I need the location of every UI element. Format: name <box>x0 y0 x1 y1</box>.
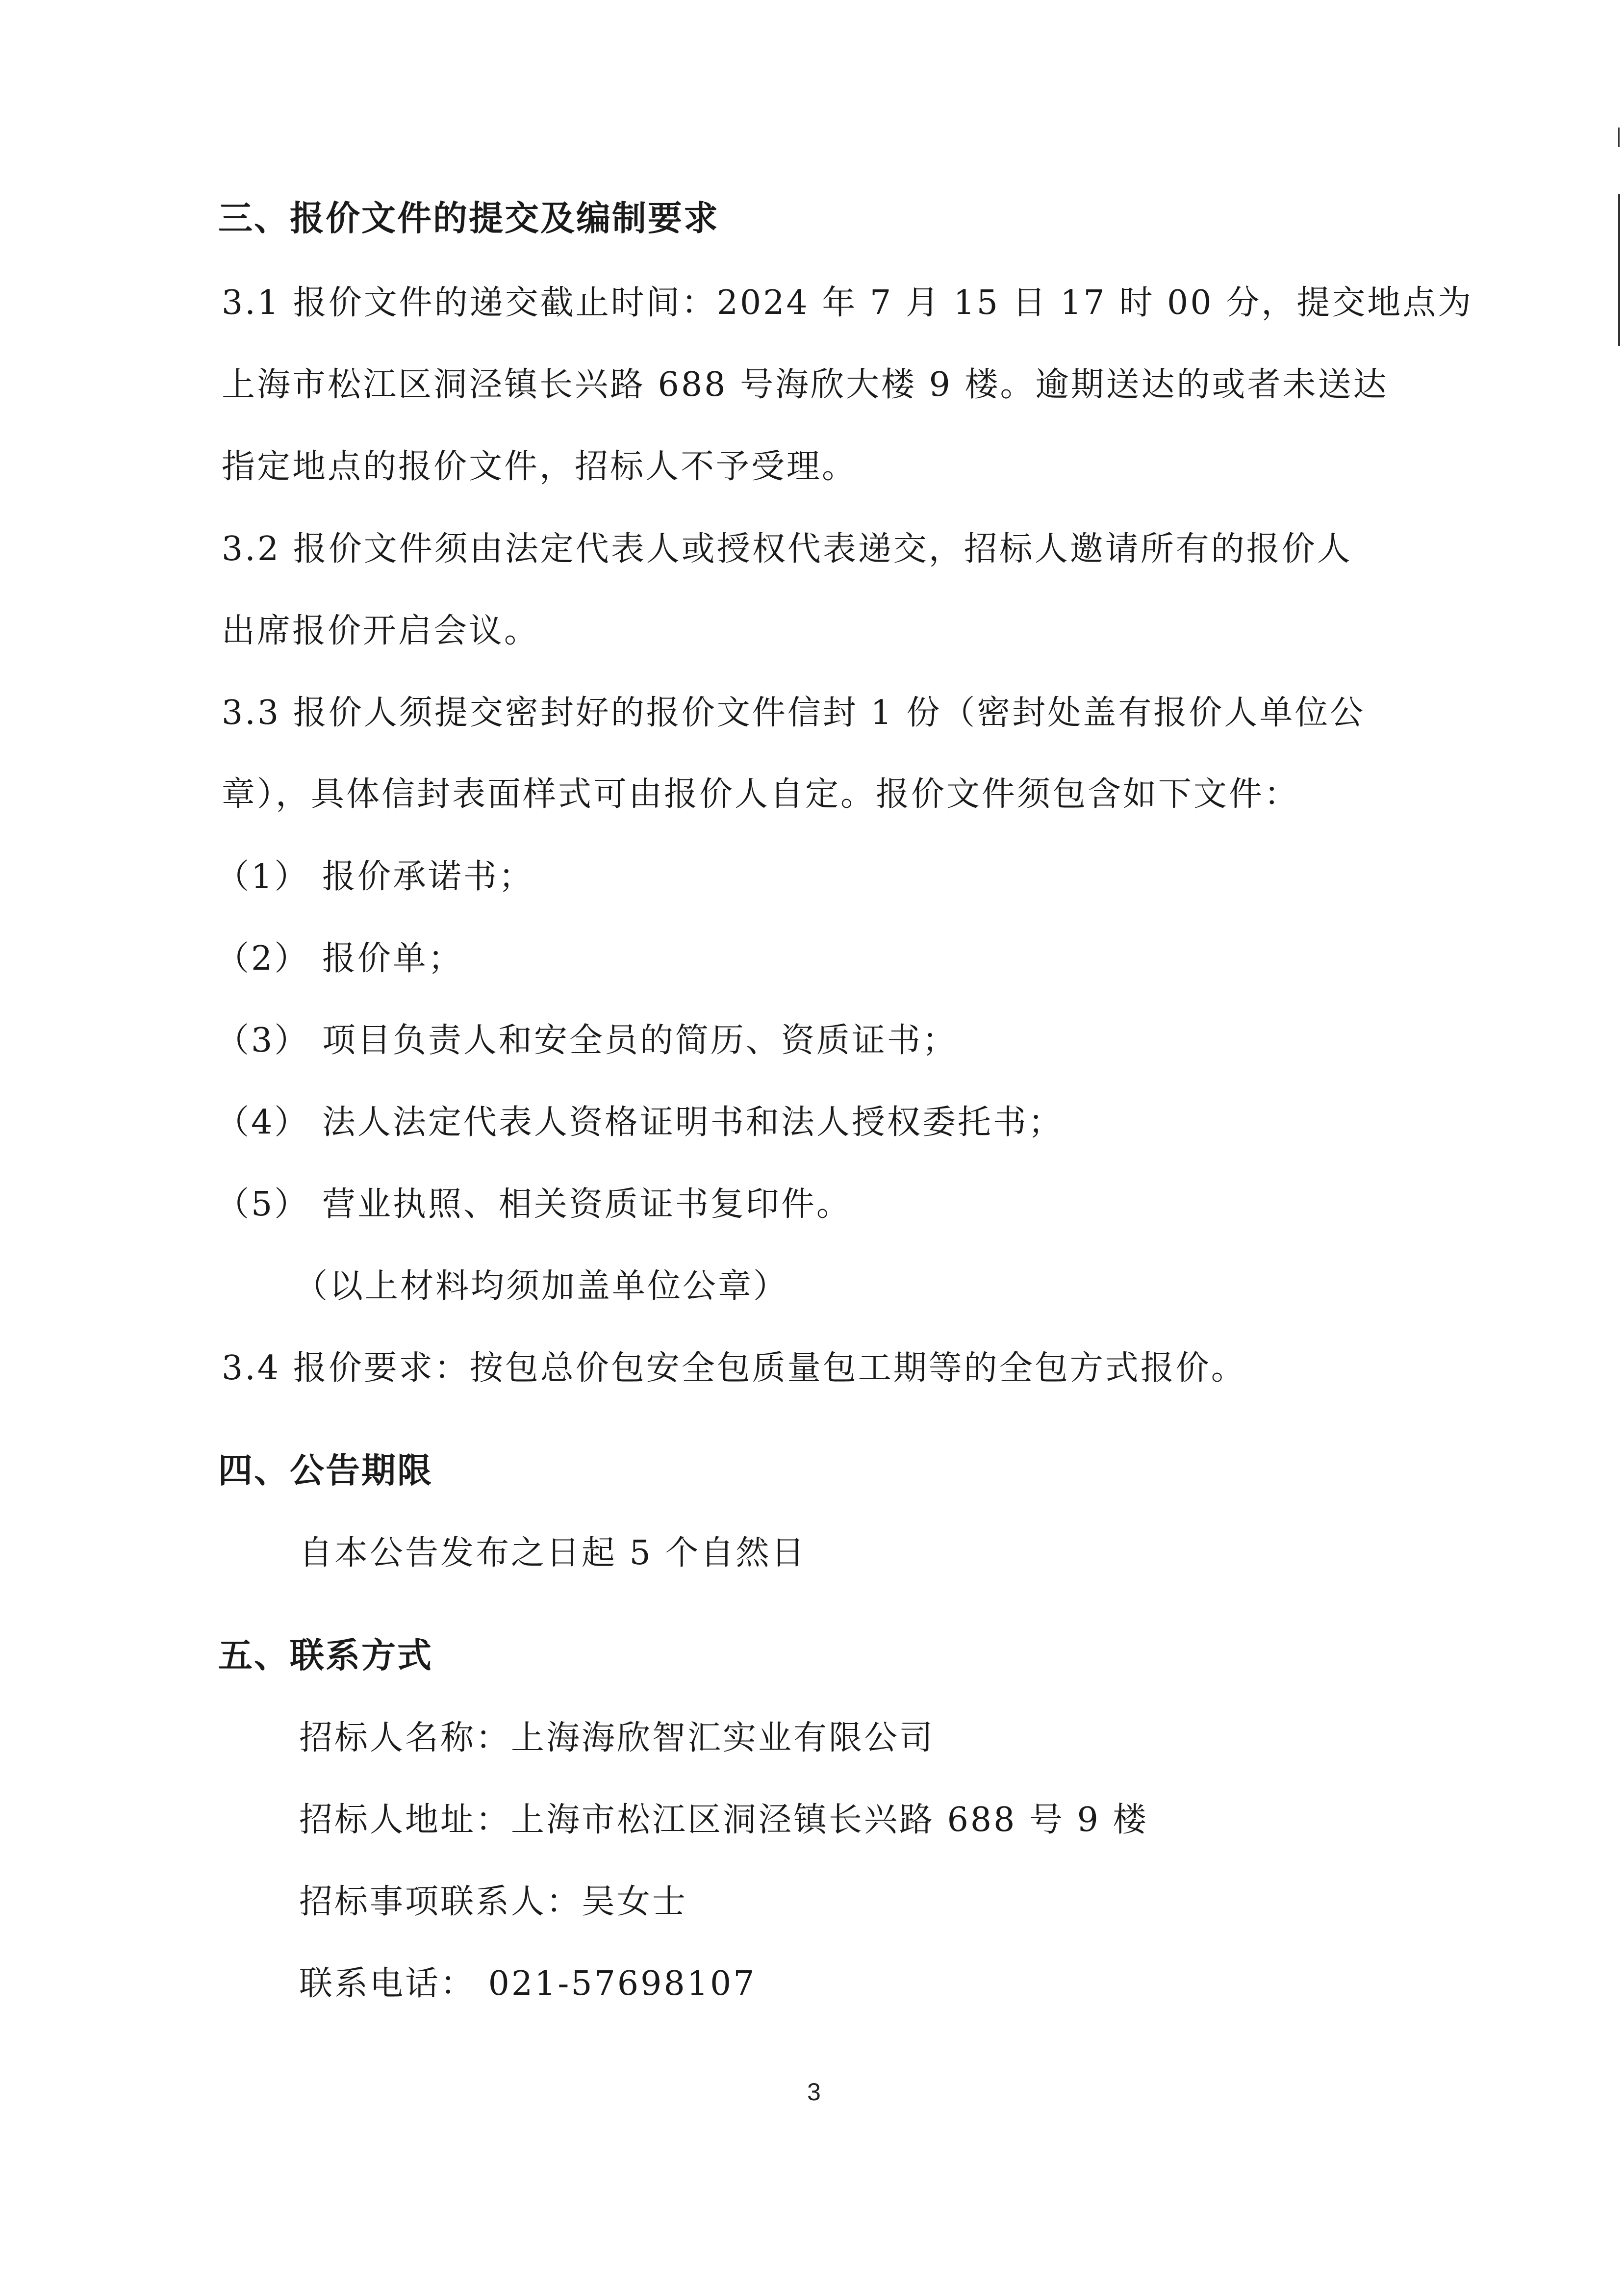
section-4-heading: 四、公告期限 <box>218 1450 433 1491</box>
tenderer-name: 招标人名称：上海海欣智汇实业有限公司 <box>299 1719 935 1757</box>
paragraph-3-1-line-1: 3.1 报价文件的递交截止时间：2024 年 7 月 15 日 17 时 00 分，提交地点为 <box>222 284 1473 322</box>
scan-edge-mark <box>1618 194 1620 346</box>
paragraph-3-2-line-1: 3.2 报价文件须由法定代表人或授权代表递交，招标人邀请所有的报价人 <box>222 530 1352 568</box>
contact-phone: 联系电话： 021-57698107 <box>299 1964 757 2003</box>
list-item: （5） 营业执照、相关资质证书复印件。 <box>216 1185 852 1224</box>
paragraph-3-1-line-3: 指定地点的报价文件，招标人不予受理。 <box>222 447 858 486</box>
tenderer-address: 招标人地址：上海市松江区洞泾镇长兴路 688 号 9 楼 <box>299 1801 1148 1839</box>
section-5-heading: 五、联系方式 <box>218 1635 433 1675</box>
paragraph-3-2-line-2: 出席报价开启会议。 <box>222 612 540 650</box>
paragraph-3-1-line-2: 上海市松江区洞泾镇长兴路 688 号海欣大楼 9 楼。逾期送达的或者未送达 <box>222 365 1389 404</box>
paragraph-3-4: 3.4 报价要求：按包总价包安全包质量包工期等的全包方式报价。 <box>222 1349 1246 1388</box>
list-item: （1） 报价承诺书； <box>216 857 534 896</box>
contact-person: 招标事项联系人：吴女士 <box>299 1882 688 1921</box>
announcement-period: 自本公告发布之日起 5 个自然日 <box>299 1534 807 1572</box>
section-3-heading: 三、报价文件的提交及编制要求 <box>218 198 719 238</box>
list-item: （3） 项目负责人和安全员的简历、资质证书； <box>216 1021 958 1060</box>
paragraph-3-3-line-2: 章），具体信封表面样式可由报价人自定。报价文件须包含如下文件： <box>222 775 1300 814</box>
list-item: （4） 法人法定代表人资格证明书和法人授权委托书； <box>216 1103 1064 1142</box>
paragraph-3-3-line-1: 3.3 报价人须提交密封好的报价文件信封 1 份（密封处盖有报价人单位公 <box>222 694 1366 732</box>
materials-note: （以上材料均须加盖单位公章） <box>294 1267 789 1306</box>
list-item: （2） 报价单； <box>216 939 463 978</box>
page-number: 3 <box>807 2078 821 2106</box>
scan-edge-mark <box>1618 128 1620 147</box>
